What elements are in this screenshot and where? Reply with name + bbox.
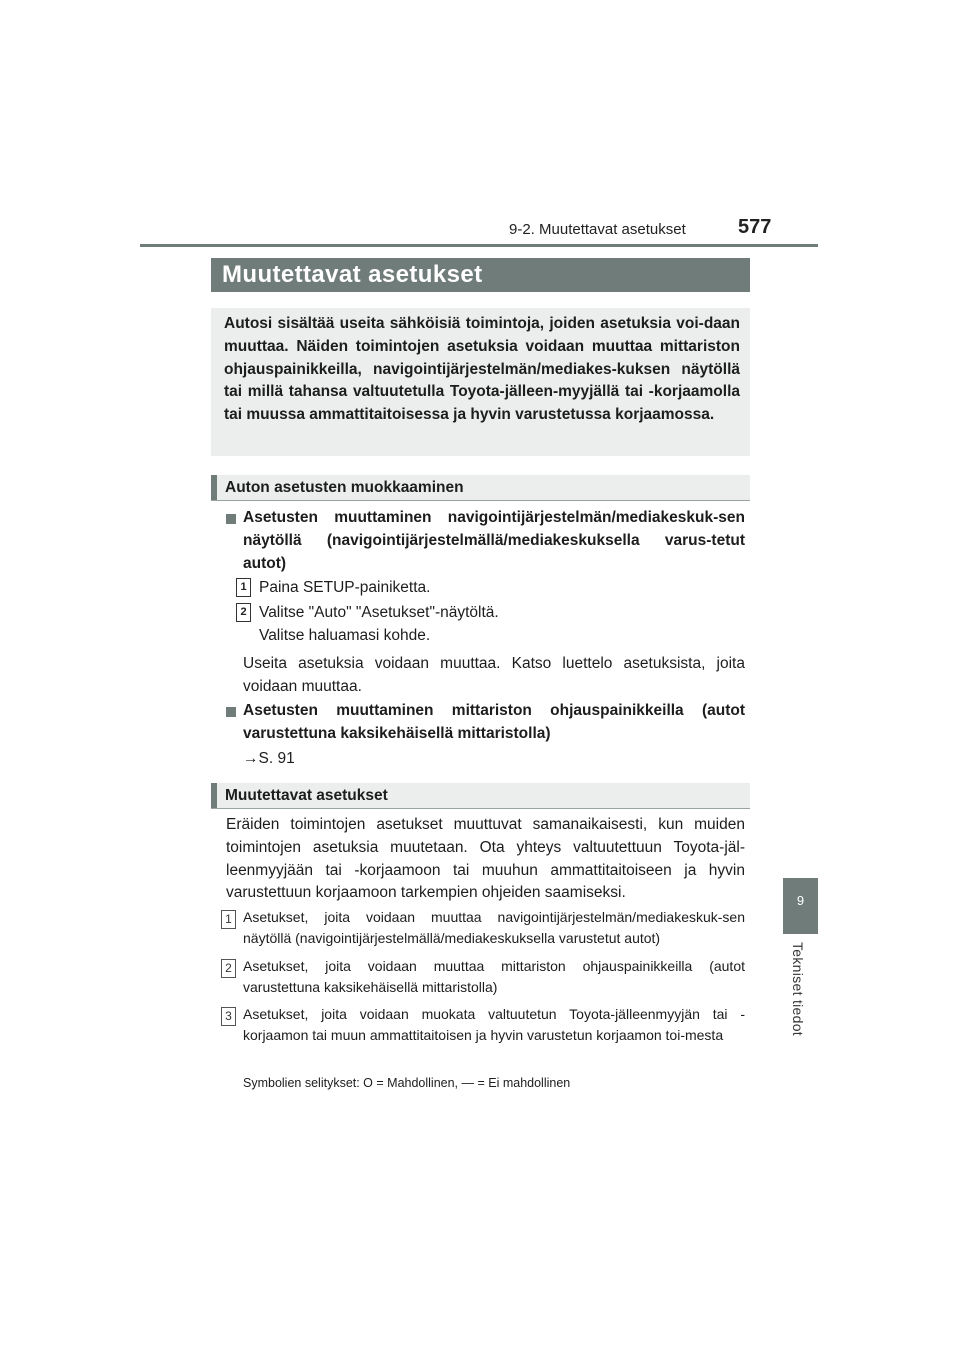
step-1-text: Paina SETUP-painiketta. <box>259 579 431 596</box>
heading-underline <box>211 500 750 501</box>
square-bullet-icon <box>226 514 236 524</box>
step-2-text: Valitse "Auto" "Asetukset"-näytöltä. <box>259 604 499 621</box>
item-number-2: 2 <box>221 959 236 978</box>
section-heading-1 <box>211 475 750 500</box>
step-number-2: 2 <box>236 603 251 622</box>
step-2-subtext: Valitse haluamasi kohde. <box>259 627 431 644</box>
note-text: Useita asetuksia voidaan muuttaa. Katso luettelo asetuksista, joita voidaan muuttaa. <box>243 655 745 695</box>
symbol-legend: Symbolien selitykset: O = Mahdollinen, — = Ei mahdollinen <box>243 1076 571 1090</box>
page-reference <box>243 748 295 771</box>
chapter-tab: 9 <box>783 878 818 934</box>
item-number-3: 3 <box>221 1007 236 1026</box>
heading-accent <box>211 475 217 500</box>
page-number: 577 <box>738 216 772 238</box>
item-number-1: 1 <box>221 910 236 929</box>
section-heading-2-text: Muutettavat asetukset <box>225 787 388 804</box>
bullet-2-title: Asetusten muuttaminen mittariston ohjauspainikkeilla (autot varustettuna kaksikehäisellä mittaristolla) <box>243 702 745 742</box>
page-reference-text: S. 91 <box>258 750 295 767</box>
item-3-text: Asetukset, joita voidaan muokata valtuutetun Toyota-jälleenmyyjän tai -korjaamon tai muun ammattitaitoisen ja hyvin varustetun korjaamon toi-mesta <box>243 1006 745 1043</box>
intro-text: Autosi sisältää useita sähköisiä toimintoja, joiden asetuksia voi-daan muuttaa. Näiden toimintojen asetuksia voidaan muuttaa mittariston ohjauspainikkeilla, navigointijärjestelmän/mediakes-kuksen näytöllä tai millä tahansa valtuutetulla Toyota-jälleen-myyjällä tai -korjaamolla tai muussa ammattitaitoisessa ja hyvin varustetussa korjaamossa. <box>224 315 740 424</box>
bullet-1-title: Asetusten muuttaminen navigointijärjestelmän/mediakeskuk-sen näytöllä (navigointijärjestelmällä/mediakeskuksella varus-tetut autot) <box>243 509 745 572</box>
running-header-section: 9-2. Muutettavat asetukset <box>509 221 686 238</box>
heading-accent <box>211 783 217 808</box>
item-2-text: Asetukset, joita voidaan muuttaa mittariston ohjauspainikkeilla (autot varustettuna kaksikehäisellä mittaristolla) <box>243 958 745 995</box>
square-bullet-icon <box>226 707 236 717</box>
chapter-label: Tekniset tiedot <box>790 942 806 1036</box>
item-1-text: Asetukset, joita voidaan muuttaa navigointijärjestelmän/mediakeskuk-sen näytöllä (navigointijärjestelmällä/mediakeskuksella varustetut autot) <box>243 909 745 946</box>
section-heading-2 <box>211 783 750 808</box>
step-number-1: 1 <box>236 578 251 597</box>
section-2-paragraph: Eräiden toimintojen asetukset muuttuvat samanaikaisesti, kun muiden toimintojen asetuksia muutetaan. Ota yhteys valtuutettuun Toyota-jäl-leenmyyjään tai -korjaamoon tai muuhun ammattitaitoiseen ja hyvin varustettuun korjaamoon tarkempien ohjeiden saamiseksi. <box>226 816 745 902</box>
heading-underline <box>211 808 750 809</box>
arrow-right-icon: → <box>243 750 259 767</box>
header-rule <box>140 244 818 247</box>
page-title: Muutettavat asetukset <box>222 261 483 288</box>
section-heading-1-text: Auton asetusten muokkaaminen <box>225 479 464 496</box>
